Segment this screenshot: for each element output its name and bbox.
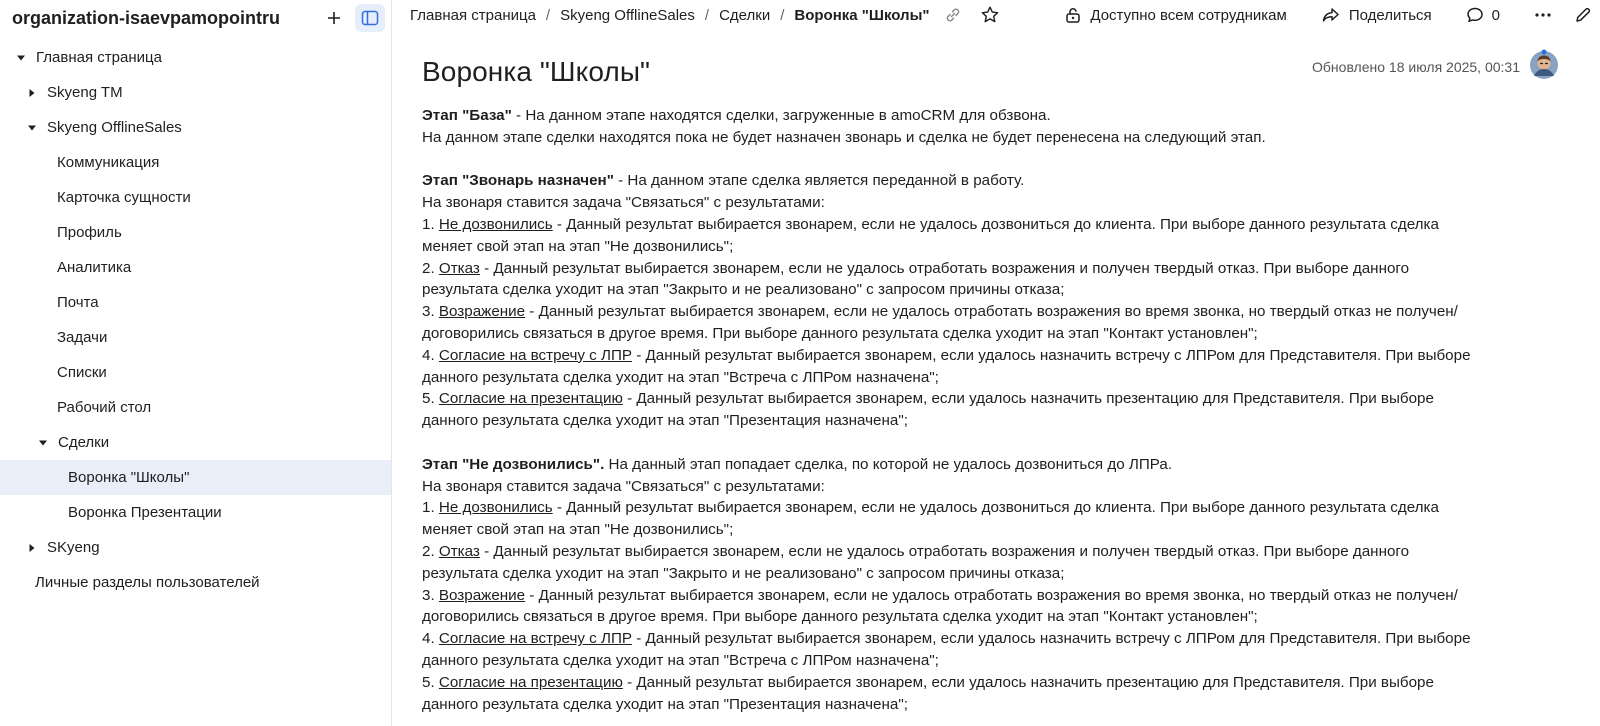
caret-down-icon[interactable] [14, 54, 28, 62]
list-item-cont: данного результата сделка уходит на этап "Презентация назначена"; [422, 412, 908, 430]
share-icon [1321, 6, 1341, 24]
share-button[interactable] [1321, 6, 1432, 24]
list-number: 5. [422, 390, 439, 408]
sidebar-item-tasks[interactable] [0, 320, 391, 355]
caret-down-icon[interactable] [36, 439, 50, 447]
breadcrumb [410, 7, 930, 24]
list-item [422, 214, 1560, 236]
list-item-cont: данного результата сделка уходит на этап "Презентация назначена"; [422, 695, 908, 713]
paragraph [422, 170, 1560, 192]
list-number: 5. [422, 673, 439, 691]
caret-down-icon[interactable] [25, 124, 39, 132]
comment-icon [1466, 6, 1484, 24]
sidebar-item-deals[interactable] [0, 425, 391, 460]
list-item-cont: результата сделка уходит на этап "Закрыто и не реализовано" с запросом причины отказа; [422, 281, 1065, 299]
sidebar-item-label: SKyeng [47, 539, 100, 556]
more-icon [1534, 12, 1552, 18]
list-item-cont: договорились связаться в другое время. При выборе данного результата сделка уходит на этап "Контакт установлен"; [422, 324, 1258, 342]
sidebar-item-label: Главная страница [36, 49, 162, 66]
lock-icon [1064, 6, 1082, 24]
list-item [422, 497, 1560, 519]
list-item [422, 345, 1560, 367]
sidebar-header [0, 0, 391, 36]
breadcrumb-current: Воронка "Школы" [794, 6, 930, 24]
list-number: 3. [422, 586, 439, 604]
breadcrumb-separator: / [780, 6, 785, 24]
sidebar-item-personal-sections[interactable] [0, 565, 391, 600]
sidebar-item-funnel-presentations[interactable] [0, 495, 391, 530]
sidebar-tree [0, 40, 391, 600]
main-content [392, 0, 1600, 726]
sidebar-item-label: Списки [57, 364, 107, 381]
list-item-cont: договорились связаться в другое время. При выборе данного результата сделка уходит на этап "Контакт установлен"; [422, 608, 1258, 626]
title-row [392, 30, 1600, 100]
text: - Данный результат выбирается звонарем, если удалось назначить встречу с ЛПРом для Представителя. При выборе [632, 630, 1471, 648]
text: - Данный результат выбирается звонарем, если не удалось дозвониться до клиента. При выборе данного результата сделка [552, 215, 1439, 233]
sidebar-item-skyeng-offlinesales[interactable] [0, 110, 391, 145]
list-item [422, 258, 1560, 280]
term: Не дозвонились [438, 215, 553, 233]
list-item [422, 628, 1560, 650]
text: - На данном этапе находятся сделки, загруженные в amoCRM для обзвона. [511, 107, 1051, 124]
paragraph: На данном этапе сделки находятся пока не будет назначен звонарь и сделка не будет перенесена на следующий этап. [422, 128, 1266, 146]
sidebar-item-label: Skyeng TM [47, 84, 123, 101]
text: - Данный результат выбирается звонарем, если удалось назначить презентацию для Представителя. При выборе [622, 673, 1434, 691]
updated-timestamp: Обновлено 18 июля 2025, 00:31 [1312, 59, 1520, 75]
breadcrumb-deals[interactable]: Сделки [719, 6, 771, 24]
breadcrumb-offlinesales[interactable]: Skyeng OfflineSales [560, 6, 695, 24]
sidebar [0, 0, 392, 726]
sidebar-item-label: Коммуникация [57, 154, 160, 171]
sidebar-item-entity-card[interactable] [0, 180, 391, 215]
list-number: 4. [422, 346, 439, 364]
sidebar-item-label: Карточка сущности [57, 189, 191, 206]
list-item [422, 585, 1560, 607]
sidebar-item-skyeng-tm[interactable] [0, 75, 391, 110]
text: - Данный результат выбирается звонарем, если не удалось отработать возражения и получен твердый отказ. При выборе данного [479, 542, 1410, 560]
sidebar-item-label: Воронка "Школы" [68, 469, 190, 486]
paragraph: На звонаря ставится задача "Связаться" с результатами: [422, 194, 825, 212]
list-item-cont: результата сделка уходит на этап "Закрыто и не реализовано" с запросом причины отказа; [422, 564, 1065, 582]
caret-right-icon[interactable] [25, 543, 39, 553]
list-item [422, 672, 1560, 694]
breadcrumb-separator: / [704, 6, 710, 24]
sidebar-item-label: Личные разделы пользователей [35, 574, 260, 591]
avatar[interactable] [1528, 48, 1560, 80]
access-button[interactable] [1064, 6, 1286, 24]
term: Согласие на встречу с ЛПР [438, 630, 633, 648]
sidebar-item-label: Профиль [57, 224, 122, 241]
sidebar-item-label: Сделки [58, 434, 110, 451]
list-number: 3. [422, 303, 439, 321]
sidebar-item-communication[interactable] [0, 145, 391, 180]
paragraph: На звонаря ставится задача "Связаться" с результатами: [422, 477, 825, 495]
stage-heading: Этап "Звонарь назначен" [422, 172, 614, 190]
list-item-cont: меняет свой этап на этап "Не дозвонились"; [422, 237, 734, 255]
term: Согласие на встречу с ЛПР [438, 346, 633, 364]
paragraph [422, 105, 1560, 127]
term: Возражение [438, 586, 526, 604]
term: Согласие на презентацию [438, 390, 623, 408]
comments-count: 0 [1491, 6, 1500, 24]
star-icon[interactable] [980, 5, 1000, 25]
list-item-cont: данного результата сделка уходит на этап "Встреча с ЛПРом назначена"; [422, 651, 939, 669]
term: Возражение [438, 303, 526, 321]
sidebar-item-label: Рабочий стол [57, 399, 152, 416]
link-icon[interactable] [944, 6, 962, 24]
list-number: 1. [422, 499, 439, 517]
topbar-actions [1064, 0, 1600, 30]
stage-heading: Этап "Не дозвонились". [422, 455, 605, 473]
topbar [392, 0, 1600, 30]
caret-right-icon[interactable] [25, 88, 39, 98]
sidebar-item-profile[interactable] [0, 215, 391, 250]
list-item [422, 541, 1560, 563]
spacer [422, 149, 1560, 171]
list-item-cont: данного результата сделка уходит на этап "Встреча с ЛПРом назначена"; [422, 368, 939, 386]
term: Согласие на презентацию [438, 673, 623, 691]
stage-heading: Этап "База" [422, 107, 512, 124]
list-number: 1. [422, 215, 439, 233]
breadcrumb-separator: / [545, 6, 551, 24]
sidebar-item-desktop[interactable] [0, 390, 391, 425]
sidebar-toggle-icon[interactable] [355, 4, 385, 32]
text: - Данный результат выбирается звонарем, если удалось назначить встречу с ЛПРом для Представителя. При выборе [632, 346, 1471, 364]
term: Отказ [438, 542, 480, 560]
sidebar-item-label: Skyeng OfflineSales [47, 119, 182, 136]
sidebar-item-label: Задачи [57, 329, 108, 346]
sidebar-item-label: Аналитика [57, 259, 132, 276]
plus-icon[interactable] [319, 4, 349, 32]
text: - Данный результат выбирается звонарем, если не удалось дозвониться до клиента. При выборе данного результата сделка [552, 499, 1439, 517]
sidebar-item-home[interactable] [0, 40, 391, 75]
pencil-icon [1574, 6, 1592, 24]
breadcrumb-home[interactable]: Главная страница [410, 6, 536, 24]
list-item [422, 301, 1560, 323]
more-button[interactable] [1534, 12, 1552, 18]
list-number: 2. [422, 542, 439, 560]
text: - На данном этапе сделка является переданной в работу. [613, 172, 1025, 190]
sidebar-item-label: Воронка Презентации [68, 504, 222, 521]
term: Не дозвонились [438, 499, 553, 517]
list-number: 4. [422, 630, 439, 648]
share-label: Поделиться [1348, 6, 1432, 24]
sidebar-item-mail[interactable] [0, 285, 391, 320]
sidebar-item-label: Почта [57, 294, 99, 311]
text: - Данный результат выбирается звонарем, если удалось назначить презентацию для Представителя. При выборе [622, 390, 1434, 408]
access-label: Доступно всем сотрудникам [1090, 6, 1287, 24]
text: На данный этап попадает сделка, по которой не удалось дозвониться до ЛПРа. [604, 455, 1173, 473]
document-body [422, 105, 1560, 715]
sidebar-item-lists[interactable] [0, 355, 391, 390]
list-item [422, 388, 1560, 410]
paragraph [422, 454, 1560, 476]
edit-button[interactable] [1574, 6, 1592, 24]
sidebar-item-funnel-schools[interactable] [0, 460, 391, 495]
text: - Данный результат выбирается звонарем, если не удалось отработать возражения во время звонка, но твердый отказ не получен/ [525, 303, 1458, 321]
text: - Данный результат выбирается звонарем, если не удалось отработать возражения во время звонка, но твердый отказ не получен/ [525, 586, 1458, 604]
list-item-cont: меняет свой этап на этап "Не дозвонились"; [422, 521, 734, 539]
comments-button[interactable] [1466, 6, 1500, 24]
text: - Данный результат выбирается звонарем, если не удалось отработать возражения и получен твердый отказ. При выборе данного [479, 259, 1410, 277]
list-number: 2. [422, 259, 439, 277]
sidebar-item-analytics[interactable] [0, 250, 391, 285]
sidebar-item-skyeng[interactable] [0, 530, 391, 565]
term: Отказ [438, 259, 480, 277]
page-title: Воронка "Школы" [422, 56, 651, 87]
org-name[interactable]: organization-isaevpamopointru [12, 7, 281, 28]
spacer [422, 432, 1560, 454]
